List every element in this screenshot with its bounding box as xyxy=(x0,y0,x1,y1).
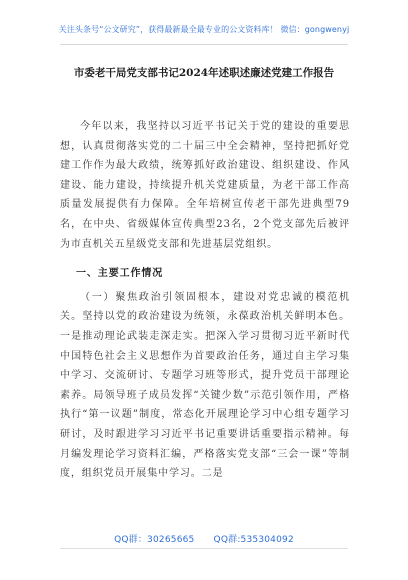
footer-qq-group-1: QQ群：30265665 xyxy=(114,535,195,545)
document-title: 市委老干局党支部书记2024年述职述廉述党建工作报告 xyxy=(73,67,335,79)
section-heading: 一、主要工作情况 xyxy=(76,268,164,280)
header-divider xyxy=(60,44,348,45)
intro-paragraph: 今年以来，我坚持以习近平书记关于党的建设的重要思想，认真贯彻落实党的二十届三中全会精神，坚持把抓好党建工作作为最大政绩，统筹抓好政治建设、组织建设、作风建设、能力建设，持续提升机关党建质量，为老干部工作高质量发展提供有力保障。全年培树宣传老干部先进典型79名，在中央、省级媒体宣传典型23名，2个党支部先后被评为市直机关五星级党支部和先进基层党组织。 xyxy=(60,121,350,250)
header-banner: 关注头条号“公文研究”，获得最新最全最专业的公文资料库！ 微信：gongwenyj xyxy=(58,25,350,34)
footer-divider xyxy=(60,548,348,549)
section-paragraph: （一）聚焦政治引领固根本，建设对党忠诚的模范机关。坚持以党的政治建设为统领，永葆政治机关鲜明本色。一是推动理论武装走深走实。把深入学习贯彻习近平新时代中国特色社会主义思想作为首要政治任务，通过自主学习集中学习、交流研讨、专题学习班等形式，提升党员干部理论素养。局领导班子成员发挥“关键少数”示范引领作用，严格执行“第一议题”制度，常态化开展理论学习中心组专题学习研讨，及时跟进学习习近平书记重要讲话重要指示精神。每月编发理论学习资料汇编，严格落实党支部“三会一课”等制度，组织党员开展集中学习。二是 xyxy=(60,291,350,480)
document-body xyxy=(60,117,350,484)
footer-qq-group-2: QQ群:535304092 xyxy=(213,535,294,545)
footer-contact xyxy=(0,534,408,546)
